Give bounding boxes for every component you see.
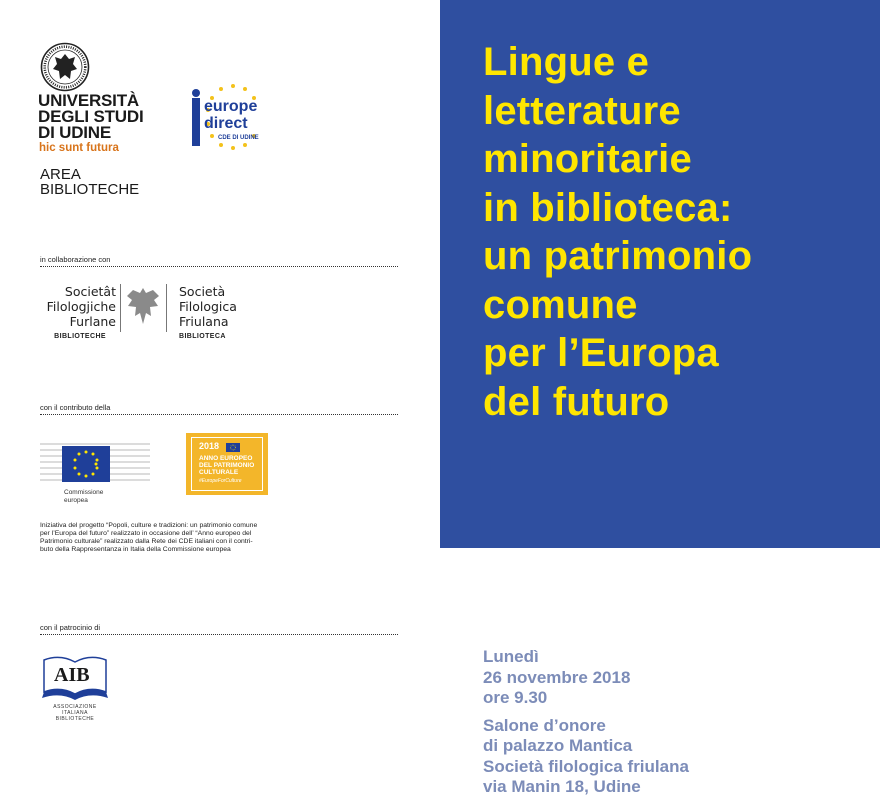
aib-line1: ASSOCIAZIONE [53, 704, 97, 710]
note-line2: per l’Europa del futuro” realizzato in occasione dell’ “Anno europeo del [40, 530, 252, 537]
contribution-label: con il contributo della [40, 403, 111, 412]
event-date: 26 novembre 2018 [483, 667, 631, 687]
aib-logo [40, 652, 110, 726]
divider [166, 284, 167, 332]
university-seal-icon [40, 42, 90, 92]
year-hashtag: #EuropeForCulture [199, 478, 242, 484]
sfl-left-line1: Societât [64, 284, 116, 299]
divider [40, 266, 398, 267]
event-venue-line3: Società filologica friulana [483, 756, 689, 776]
area-label-line1: AREA [40, 166, 81, 183]
aib-letters: AIB [54, 664, 90, 686]
title-line1: Lingue e [483, 40, 650, 84]
europe-direct-line2: direct [204, 115, 248, 132]
europe-direct-line1: europe [204, 98, 258, 115]
note-line4: buto della Rappresentanza in Italia della Commissione europea [40, 546, 231, 553]
year-line3: CULTURALE [199, 469, 239, 476]
title-line5: un patrimonio [483, 234, 753, 278]
eu-flag-icon [226, 443, 240, 452]
year-line1: ANNO EUROPEO [199, 455, 253, 462]
patronage-label: con il patrocinio di [40, 623, 101, 632]
sfl-left-line2: Filologjiche [46, 299, 116, 314]
european-commission-logo [40, 434, 150, 506]
aib-line2: ITALIANA [62, 710, 88, 716]
title-line4: in biblioteca: [483, 185, 733, 230]
title-line3: minoritarie [483, 137, 692, 181]
event-venue-line1: Salone d’onore [483, 715, 606, 735]
note-line3: Patrimonio culturale” realizzato dalla Rete dei CDE italiani con il contri- [40, 538, 253, 545]
university-name-line1: UNIVERSITÀ [38, 91, 139, 110]
sfl-right-sub: BIBLIOTECA [179, 333, 226, 340]
sfl-right-line1: Società [179, 284, 226, 299]
sfl-logo-left [38, 284, 116, 342]
event-day: Lunedì [483, 647, 539, 666]
event-time: ore 9.30 [483, 688, 548, 707]
aib-line3: BIBLIOTECHE [55, 716, 95, 722]
title-line6: comune [483, 282, 638, 327]
year-line2: DEL PATRIMONIO [199, 462, 255, 469]
divider [40, 414, 398, 415]
university-logo [38, 42, 168, 162]
divider [120, 284, 121, 332]
europe-direct-sub: CDE DI UDINE [218, 135, 259, 141]
title-panel [440, 0, 880, 548]
event-title [483, 38, 873, 426]
initiative-note [40, 522, 280, 554]
europe-direct-logo [188, 80, 278, 155]
commission-label-line1: Commissione [64, 489, 104, 496]
area-label-line2: BIBLIOTECHE [40, 181, 140, 198]
sfl-right-line3: Friulana [179, 314, 229, 329]
note-line1: Iniziativa del progetto “Popoli, culture e tradizioni: un patrimonio comune [40, 522, 258, 529]
sfl-logo-right [179, 284, 259, 342]
university-name-line3: DI UDINE [38, 123, 112, 142]
divider [40, 634, 398, 635]
year-label: 2018 [199, 441, 220, 451]
event-venue-line2: di palazzo Mantica [483, 736, 633, 755]
title-line8: del futuro [483, 379, 670, 424]
university-motto: hic sunt futura [39, 142, 119, 154]
sfl-left-line3: Furlane [69, 314, 116, 329]
sfl-right-line2: Filologica [179, 299, 237, 314]
university-name-line2: DEGLI STUDI [38, 107, 144, 126]
sfl-left-sub: BIBLIOTECHE [54, 333, 106, 340]
commission-building-icon [40, 434, 150, 486]
title-line7: per l’Europa [483, 331, 719, 375]
eagle-icon [123, 284, 163, 328]
collaboration-label: in collaborazione con [40, 255, 111, 264]
event-venue-line4: via Manin 18, Udine [483, 777, 641, 796]
title-line2: letterature [483, 88, 681, 133]
commission-label-line2: europea [64, 497, 88, 504]
year-of-heritage-logo [186, 433, 268, 495]
event-details [483, 647, 863, 798]
